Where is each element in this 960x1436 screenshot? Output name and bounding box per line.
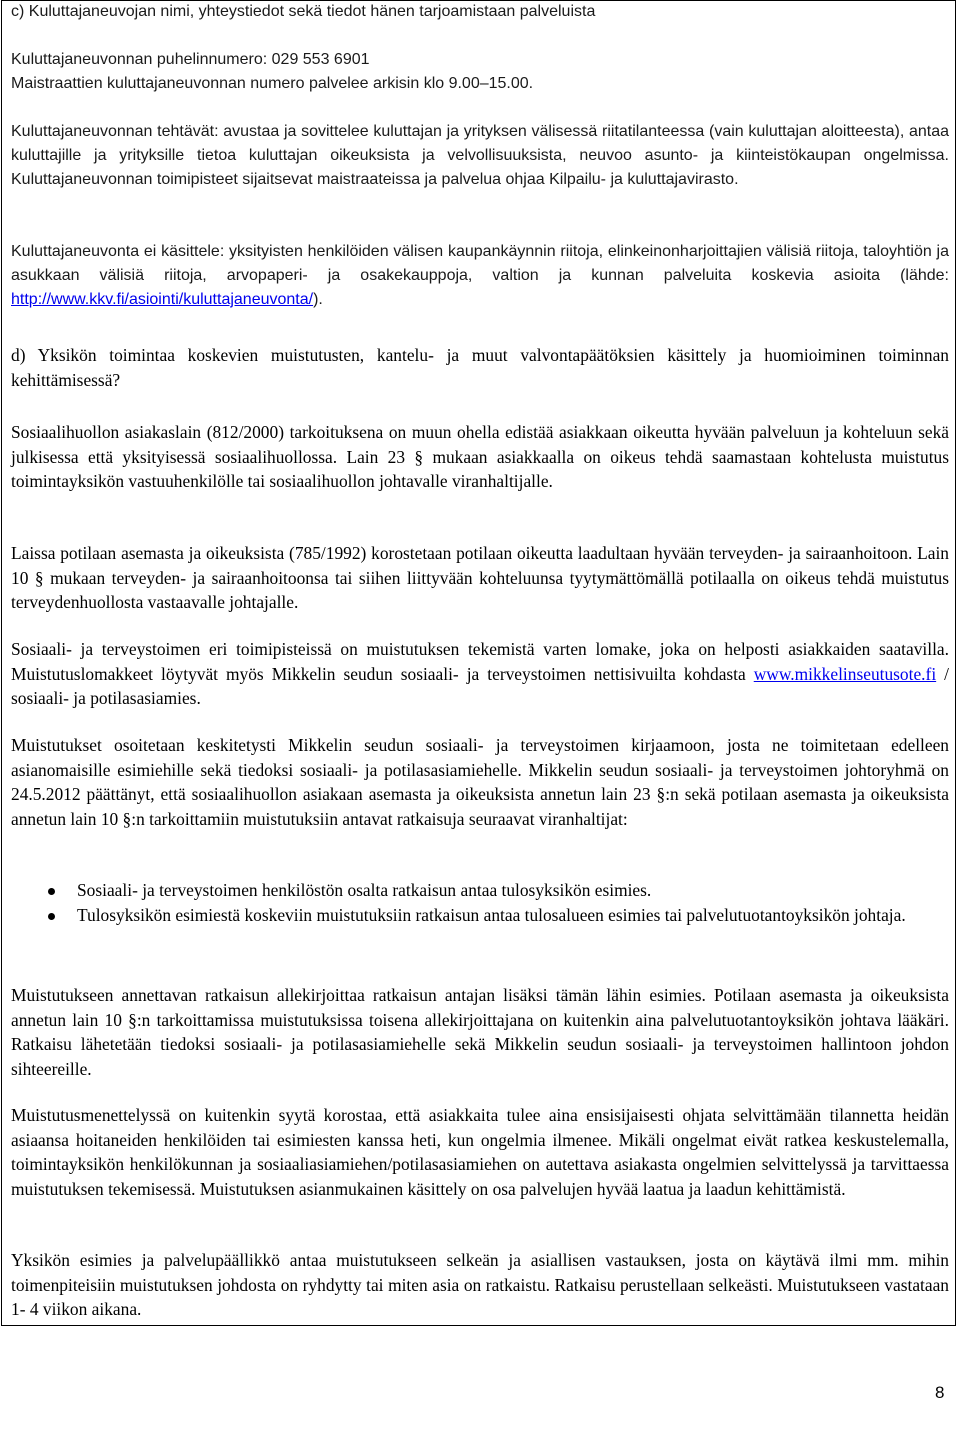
excluded-paragraph (11, 240, 949, 312)
section-c-heading: c) Kuluttajaneuvojan nimi, yhteystiedot sekä tiedot hänen tarjoamistaan palveluista (11, 3, 596, 20)
page-number: 8 (935, 1383, 945, 1402)
excluded-end: ). (313, 291, 323, 308)
mikkelinseutusote-link[interactable]: www.mikkelinseutusote.fi (753, 663, 937, 684)
list-item-text: Sosiaali- ja terveystoimen henkilöstön osalta ratkaisun antaa tulosyksikön esimies. (77, 880, 652, 900)
lomake-end: / sosiaali- ja potilasasiamies. (11, 663, 949, 709)
excluded-text: Kuluttajaneuvonta ei käsittele: yksityisten henkilöiden välisen kaupankäynnin riitoja, elinkeinonharjoittajien välisiä riitoja, taloyhtiön ja asukkaan välisiä riitoja, arvopaperi- ja osakekauppoja, valtion ja kunnan palveluita koskevia asioita (lähde: (11, 243, 949, 284)
section-d-heading: d) Yksikön toimintaa koskevien muistutusten, kantelu- ja muut valvontapäätöksien käsittely ja huomioiminen toiminnan kehittämisessä? (11, 345, 949, 390)
hours-line: Maistraattien kuluttajaneuvonnan numero palvelee arkisin klo 9.00–15.00. (11, 75, 534, 92)
list-item-text: Tulosyksikön esimiestä koskeviin muistutuksiin ratkaisun antaa tulosalueen esimies tai palvelutuotantoyksikön johtaja. (77, 904, 906, 925)
bullet-list (11, 878, 949, 927)
lomake-text: Sosiaali- ja terveystoimen eri toimipisteissä on muistutuksen tekemistä varten lomake, joka on helposti asiakkaiden saatavilla. Muistutuslomakkeet löytyvät myös Mikkelin seudun sosiaali- ja terveystoimen nettisivuilta kohdasta (11, 639, 949, 684)
list-item (11, 878, 949, 903)
list-item (11, 903, 949, 928)
paragraph-potilaslaki: Laissa potilaan asemasta ja oikeuksista (785/1992) korostetaan potilaan oikeutta laadultaan hyvään terveyden- ja sairaanhoitoon. Lain 10 § mukaan terveyden- ja sairaanhoitoonsa tai siihen liittyvään kohteluunsa tyytymättömällä potilaalla on oikeus tehdä muistutus terveydenhuollosta vastaavalle johtajalle. (11, 543, 949, 613)
paragraph-kirjaamo: Muistutukset osoitetaan keskitetysti Mikkelin seudun sosiaali- ja terveystoimen kirjaamoon, josta ne toimitetaan edelleen asianomaisille esimiehille sekä tiedoksi sosiaali- ja potilasasiamiehelle. Mikkelin seudun sosiaali- ja terveystoimen johtoryhmä on 24.5.2012 päättänyt, että sosiaalihuollon asiakaan asemasta ja oikeuksista annetun lain 23 §:n sekä potilaan asemasta ja oikeuksista annetun lain 10 §:n tarkoittamiin muistutuksiin antavat ratkaisuja seuraavat viranhaltijat: (11, 735, 949, 829)
bullet-icon (48, 888, 55, 895)
paragraph-allekirjoitus: Muistutukseen annettavan ratkaisun allekirjoittaa ratkaisun antajan lisäksi tämän lähin esimies. Potilaan asemasta ja oikeuksista annetun lain 10 §:n tarkoittamissa muistutuksissa toisena allekirjoittajana on kuitenkin aina palvelutuotantoyksikön johtava lääkäri. Ratkaisu lähetetään tiedoksi sosiaali- ja potilasasiamiehelle sekä Mikkelin seudun sosiaali- ja terveystoimen hallintoon johdon sihteereille. (11, 985, 949, 1079)
kkv-link[interactable]: http://www.kkv.fi/asiointi/kuluttajaneuvonta/ (11, 291, 314, 308)
tasks-paragraph: Kuluttajaneuvonnan tehtävät: avustaa ja sovittelee kuluttajan ja yrityksen välisessä riitatilanteessa (vain kuluttajan aloitteesta), antaa kuluttajille ja yrityksille tietoa kuluttajan oikeuksista ja velvollisuuksista, neuvoo asunto- ja kiinteistökaupan ongelmissa. Kuluttajaneuvonnan toimipisteet sijaitsevat maistraateissa ja palvelua ohjaa Kilpailu- ja kuluttajavirasto. (11, 123, 949, 188)
paragraph-vastaus: Yksikön esimies ja palvelupäällikkö antaa muistutukseen selkeän ja asiallisen vastauksen, josta on käytävä ilmi mm. mihin toimenpiteisiin muistutuksen johdosta on ryhdytty tai miten asia on ratkaistu. Ratkaisu perustellaan selkeästi. Muistutukseen vastataan 1- 4 viikon aikana. (11, 1250, 949, 1320)
paragraph-asiakaslaki: Sosiaalihuollon asiakaslain (812/2000) tarkoituksena on muun ohella edistää asiakkaan oikeutta hyvään palveluun ja kohteluun sekä julkisessa että yksityisessä sosiaalihuollossa. Lain 23 § mukaan asiakkaalla on oikeus tehdä saamastaan kohtelusta muistutus toimintayksikön vastuuhenkilölle tai sosiaalihuollon johtavalle viranhaltijalle. (11, 422, 949, 492)
paragraph-lomake (11, 637, 949, 711)
bullet-icon (48, 913, 55, 920)
paragraph-muistutusmenettely: Muistutusmenettelyssä on kuitenkin syytä korostaa, että asiakkaita tulee aina ensisijaisesti ohjata selvittämään tilannetta heidän asiaansa hoitaneiden henkilöiden tai esimiesten kanssa heti, kun ongelmia ilmenee. Mikäli ongelmat eivät ratkea keskustelemalla, toimintayksikön henkilökunnan ja sosiaaliasiamiehen/potilasasiamiehen on autettava asiakasta ongelmien selvittelyssä ja tarvittaessa muistutuksen tekemisessä. Muistutuksen asianmukainen käsittely on osa palvelujen hyvää laatua ja laadun kehittämistä. (11, 1105, 949, 1199)
phone-line: Kuluttajaneuvonnan puhelinnumero: 029 553 6901 (11, 51, 370, 68)
